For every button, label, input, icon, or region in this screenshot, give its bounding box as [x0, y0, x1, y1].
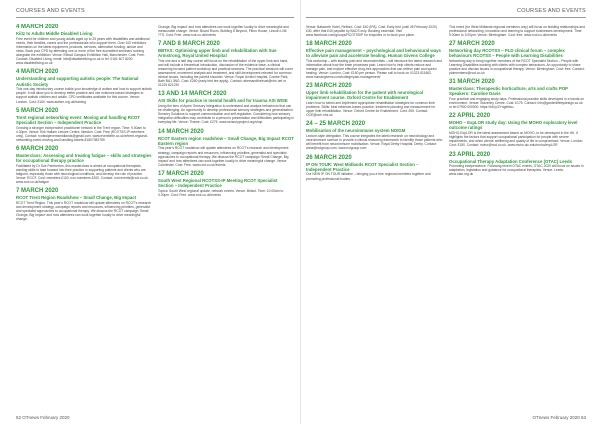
event-body: This year’s RCOT roadshow will update attendees on RCOT’s research and development strategy, campaign reports and resources, influencing priorities, generalist and specialist approaches to occupational therapy. We discuss the RCOT campaign ‘Small Change, Big Impact’ and how attendees can work together locally to drive meaningful change. Venue: Colchester. Cost: Free. www.rcot.co.uk/events — [158, 146, 289, 167]
event-date: 31 MARCH 2020 — [449, 79, 495, 86]
event-title: Trent regional networking event: Moving and handling RCOT Specialist Section – Independent Practice — [16, 114, 140, 125]
event-title: Upper limb rehabilitation for the patient with neurological impairment course. Oxford Centre for Enablement — [306, 90, 423, 101]
event-date: 14 MARCH 2020 — [158, 128, 204, 135]
event-title: Masterclass: Assessing and treating fatigue – skills and strategies for occupational therapy practice — [16, 152, 152, 164]
event-date: 7 MARCH 2020 — [16, 188, 59, 195]
event-body: Networking day to bring together members of the RCOT Specialist Section – People with Learning Disabilities working with clients with complex behaviours. An opportunity to share practice and discuss issues in occupational therapy. Venue: Birmingham. Cost: free. Contact: pldmembers@rcot.co.uk — [449, 58, 585, 75]
left-column-2 — [158, 24, 294, 416]
event-entry — [16, 188, 152, 221]
page-header: COURSES AND EVENTS — [306, 6, 586, 18]
event-entry — [16, 69, 152, 103]
event-body: Four practical and engaging study days. Professional practice skills developed in a hands-on environment. Venue: Staverley Centre. Cost: £175. Contact: info@gardenlifebydesign.co.uk or tel 07900 000000. https://bit.ly/2Yngfebsu — [449, 96, 585, 110]
event-body: Venue: Babworth Hotel, Retford. Cost: £40 (IPA). Cost: Early bird (until 28 February 2020) £30, after that £40 payable by BACS only. Booking essential. Visit www.facebook.com/groups/RCOTSSIP for enquiries or to book your place. — [306, 24, 437, 37]
event-entry — [306, 121, 443, 150]
event-body: Lecture-style delegation. This course integrates the latest research on neurobiology and neuroimmune science to provide a clinical reasoning framework to identify those patients who will benefit from neuroimmune mobilisation. Venue: Royal Derby Hospital, Derby. Contact: anna@noigroup.com. www.noigroup.com — [306, 134, 443, 151]
event-title: RCOT Eastern region roadshow – Small Change, Big Impact RCOT Eastern region — [158, 135, 294, 146]
event-title: Networking day RCOTSS – PLD clinical forum – complex behaviours RCOTSS – People with Learning Disabilities — [449, 47, 565, 58]
event-body: This one-day introductory course builds your knowledge of autism and how to support autistic people. It will allow you to develop better practice and use evidence-based strategies to support autistic children and adults. CPD certificates available for this course. Venue: London. Cost: £160. www.autism.org.uk/training — [16, 87, 152, 104]
event-date: 22 APRIL 2020 — [449, 113, 491, 120]
event-body: Learn how to select and implement appropriate rehabilitation strategies for common limb problems. Skills: best evidence-based practice, treatment planning and measurement for upper limb rehabilitation. Venue: Oxford Centre for Enablement. Cost: £95. Contact: OCE@ouh.nhs.uk — [306, 101, 436, 118]
event-title: Mobilisation of the neuroimmune system NOIGM — [306, 128, 406, 134]
right-column-2 — [449, 24, 586, 416]
page-footer: OTnews February 2020 53 — [532, 415, 586, 420]
event-date: 5 MARCH 2020 — [16, 107, 59, 114]
event-date: 4 MARCH 2020 — [16, 24, 59, 30]
event-body: This one and a half day course will focus on the rehabilitation of the upper limb and hand, and will include a theoretical introduction, discussion of the evidence base, a clinical reasoning focused patient workshop and practical sessions. The practical sessions will cover assessment, movement analysis and treatment, and skill development relevant for common clinical issues, including the painful shoulder. Venue: Royal United Hospital, Combe Park, Bath BA1 3NG. Cost: £260 (early bird fee apply). Contact: abersandthetrust@nhs.net or 01225 821230 — [158, 58, 293, 88]
event-date: 18 MARCH 2020 — [306, 40, 352, 47]
event-title: Masterclass: Therapeutic horticulture, arts and crafts POP Speakers: Caroline Davis — [449, 86, 568, 97]
event-title: BBTAS: Optimising upper limb and rehabilitation with Sue Armstrong, Royal United Hospital — [158, 47, 277, 58]
event-date: 17 MARCH 2020 — [158, 170, 204, 177]
event-title: IP ON TOUR: West Midlands RCOT Specialist Section – Independent Practice — [306, 161, 419, 172]
page-header: COURSES AND EVENTS — [16, 6, 294, 18]
event-entry — [158, 129, 294, 167]
event-entry — [306, 83, 443, 117]
event-body: RCOT Trent Region. This year’s RCOT roadshow will update attendees on RCOT’s research and development strategy, campaign reports and resources, influencing priorities, generalist and specialist approaches to occupational therapy. We discuss the RCOT campaign ‘Small Change, Big Impact’ and how attendees can work together locally to drive meaningful change. — [16, 201, 152, 222]
event-body: Free event for children and young adults aged up to 25 years with disabilities and additional needs, their families, carers and the professionals who support them. Over 100 exhibitors. Information on the latest equipment, products, services, alternative funding, advice and news. Book your CPD by attending one or more of the free accredited seminars running alongside the exhibition. Venue: Etihad Campus Exhibition Hall, Manchester. Cost: Free. Contact: Disabled Living, email: info@disabledliving.co.uk or tel: 0161 607 8200. www.disabledliving.co.uk — [16, 36, 150, 66]
event-entry — [158, 91, 294, 124]
event-title: Understanding and supporting autistic people: The National Autistic Society — [16, 76, 139, 87]
left-columns — [16, 24, 294, 416]
event-entry — [16, 24, 152, 65]
event-body: This event (for West Midlands regional members only) will focus on building relationships and professional networking, innovation and learning to support businesses development. Time: 9.00am to 3.00pm. Venue: Birmingham. Cost: free. www.rcot.co.uk/events — [449, 24, 585, 37]
page-footer: 52 OTnews February 2020 — [16, 415, 70, 420]
right-page — [300, 0, 600, 424]
event-title: Occupational Therapy Adaptation Conference (OTAC) Leeds — [449, 158, 572, 164]
event-entry — [449, 79, 586, 109]
event-date: 27 MARCH 2020 — [449, 40, 495, 47]
event-body: Promoting independence. Following recent OTAC events, OTAC 2020 will focus on issues in adaptation, legislation and guidance for occupational therapists. Venue: Leeds. www.otac.org.uk — [449, 164, 584, 177]
event-title: ASI Skills for practice in mental health and for trauma ASI WISE — [158, 98, 288, 104]
event-entry — [449, 25, 586, 37]
event-entry — [306, 155, 443, 181]
event-body: Facilitated by Dr Sue Pemberton, this masterclass is aimed at occupational therapists, wanting skills to take forward into their practice in supporting patients and clients who are fatigued, especially those with neurological conditions, and develop the role of practice. Venue: RCOT. Cost: members £100; non-members £200. Contact: rcot.events@rcot.co.uk. www.rcot.co.uk/fatigue — [16, 163, 149, 185]
event-date: 24 – 25 MARCH 2020 — [306, 121, 366, 128]
event-entry — [306, 41, 443, 79]
event-entry — [158, 25, 294, 37]
right-column-1 — [306, 24, 443, 416]
left-column-1 — [16, 24, 152, 416]
event-entry — [449, 113, 586, 147]
right-columns — [306, 24, 586, 416]
event-title: Effective pain management – psychological and behavioural ways to alleviate pain and accelerate healing. Human Givens College — [306, 47, 441, 58]
event-date: 4 MARCH 2020 — [16, 69, 59, 76]
event-entry — [449, 41, 586, 75]
event-date: 26 MARCH 2020 — [306, 154, 352, 161]
event-date: 23 MARCH 2020 — [306, 83, 352, 90]
event-title: Kiitz to Adults Middle Disabled Living — [16, 31, 93, 36]
event-body: This workshop – with leading pain and neuroscientists – will introduce the latest research and information about how the brain processes pain. Learn how to help clients reduce and manage pain, and explore effective drug-free approaches that can relieve pain and speed healing. Venue: London. Cost: £160 per person. Please call to book on 01323 811662. www.humangivens.com/college/pain-management/ — [306, 58, 442, 80]
event-date: 23 APRIL 2020 — [449, 151, 491, 158]
event-entry — [16, 146, 152, 184]
event-entry — [306, 25, 443, 37]
event-date: 7 AND 8 MARCH 2020 — [158, 40, 220, 47]
event-body: MOHO-ExpLOR is the latest assessment based on MOHO, to be developed in the UK. It highlights the factors that support occupational participation for people with severe impairments, and when clients’ wellbeing and quality of life is compromised. Venue: London. Cost: £150. Contact: moho@rcot.co.uk. www.moho.uic.edu/moho/expLOR — [449, 131, 584, 148]
event-entry — [449, 152, 586, 177]
event-title: South West Regional RCOTSS-IP Meeting RCOT Specialist Section – Independent Practice — [158, 177, 278, 189]
event-entry — [158, 41, 294, 88]
event-body: Growing a stronger independent practitioner network in the Trent region. Time: 9.00am to 4.30pm. Venue: Kirk Hallam Leisure Centre, Ilkeston. Cost: Free (RCOTSS-IP members only). Contact: rcotssipeventsmidlands@gmail.com. www.eventbrite.co.uk/e/trent-regional-networking-event-moving-and-handling-tickets-81807082789 — [16, 125, 148, 142]
event-title: RCOT Trent Region Roadshow – Small Change, Big Impact — [16, 195, 137, 201]
event-entry — [158, 171, 294, 197]
event-entry — [16, 108, 152, 142]
event-body: Our NEW IP ON TOUR initiative – bringing you a free regional members together and promoting professional bodies. — [306, 172, 431, 181]
event-title: MOHO – ExpLOR study day: Using the MOHO exploratory level outcome ratings — [449, 120, 578, 131]
event-body: Using the lens of Ayres’ Sensory Integration to understand and analyse behaviours that can be challenging. An opportunity to develop professional sensory strategies and generalisation. Sensory Solutions to support communication and self-regulation. Considering how sensory integration difficulties may contribute to a person’s presentation and difficulties participating in everyday life. Venue: Thame. Cost: £275. www.sensoryproject.org/shop — [158, 104, 294, 125]
event-body: Change, Big Impact’ and how attendees can work together locally to drive meaningful and measurable change. Venue: Board Room, Building 8 Beyond, Filton House, Lincoln LN6 7TS. Cost: Free. www.rcot.co.uk/events — [158, 24, 289, 37]
event-body: Topics: South West regional update, network events. Venue: Bristol. Time: 10.00am to 3.00pm. Cost: Free. www.rcot.co.uk/events — [158, 188, 284, 197]
event-date: 6 MARCH 2020 — [16, 145, 59, 152]
event-date: 13 AND 14 MARCH 2020 — [158, 91, 227, 98]
